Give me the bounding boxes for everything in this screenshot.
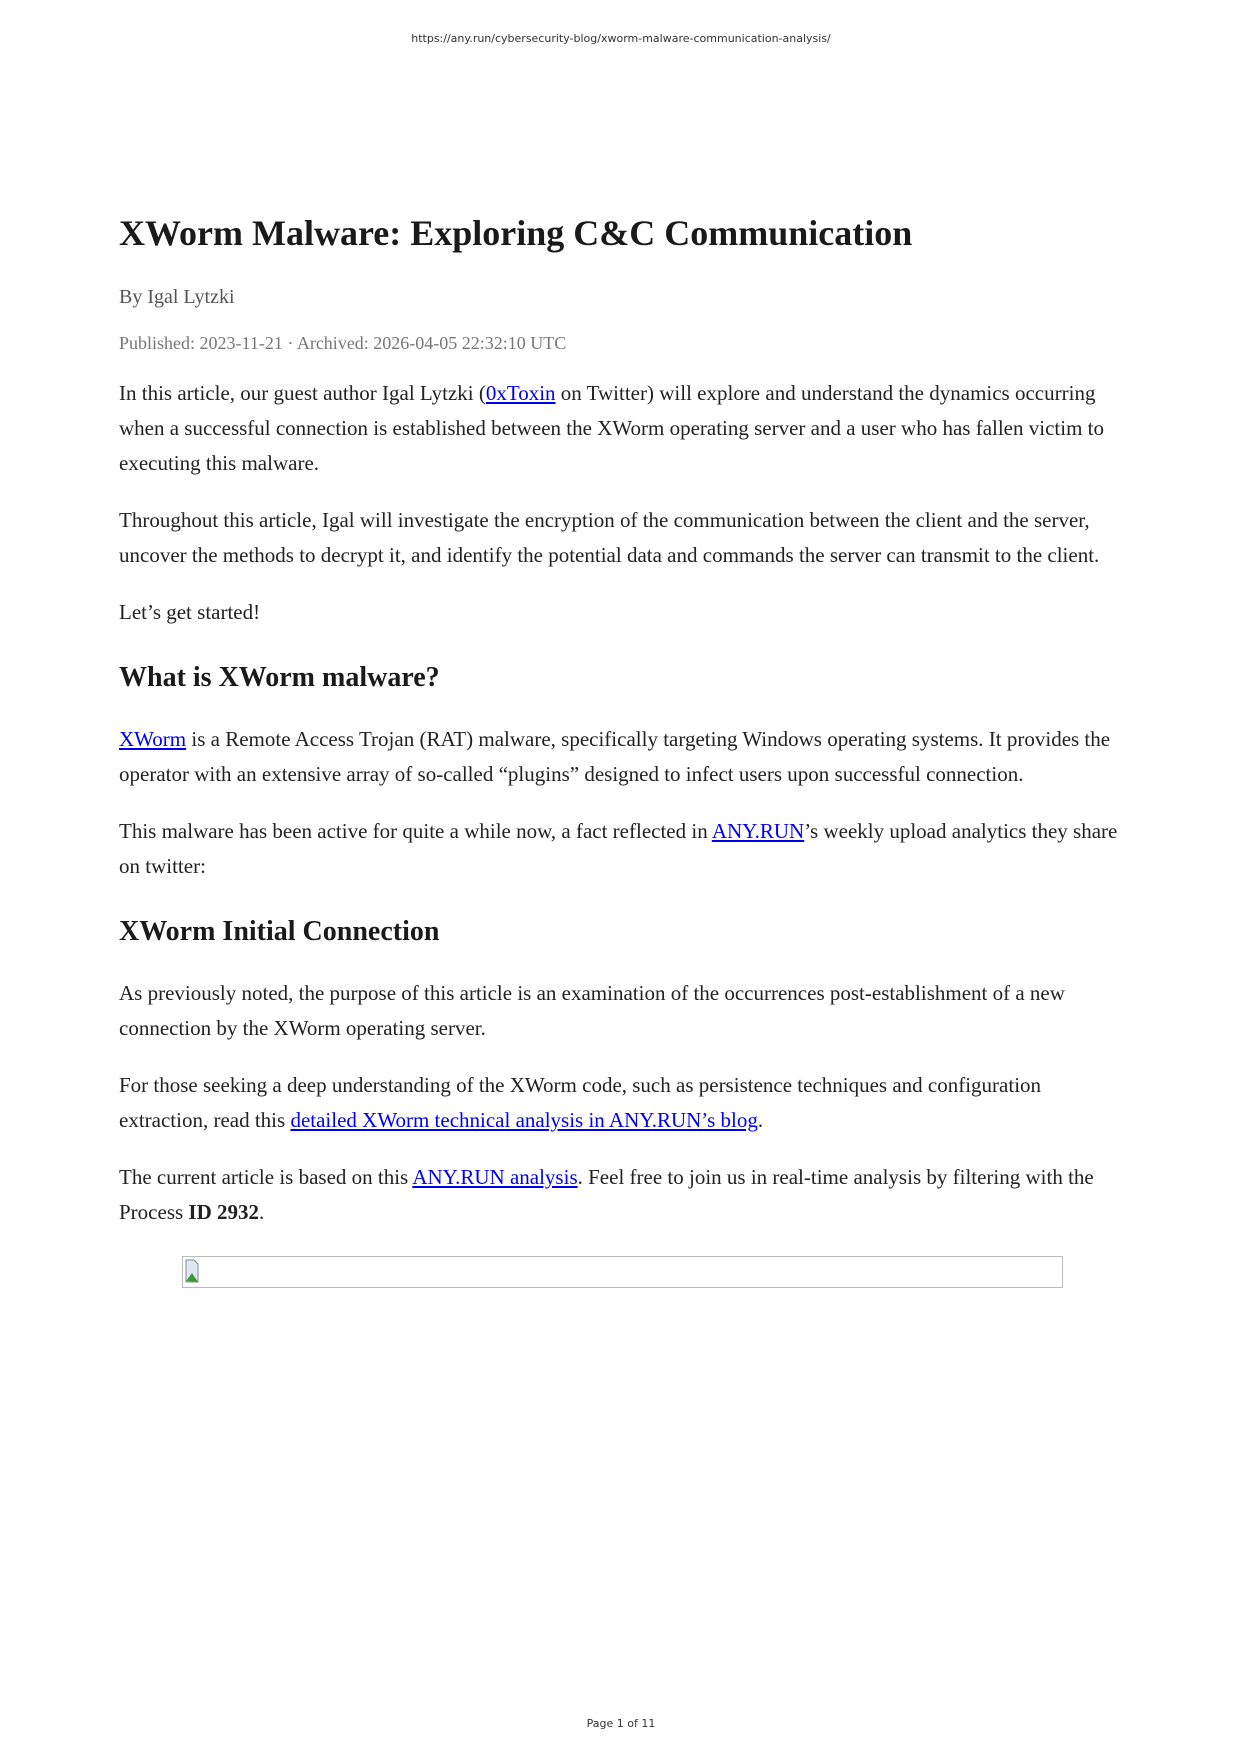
text: on Twitter) will explore and understand the dynamics occurring when a successful connection is established between the XWorm operating server and a user who has fallen victim to executing this malware. [119,381,1105,475]
paragraph [119,1068,1129,1138]
text: In this article, our guest author Igal Lytzki ( [119,381,486,405]
byline: By Igal Lytzki [119,286,235,308]
anyrun-link[interactable]: ANY.RUN [711,819,805,843]
paragraph: Throughout this article, Igal will investigate the encryption of the communication between the client and the server, uncover the methods to decrypt it, and identify the potential data and commands the server can transmit to the client. [119,508,1100,567]
paragraph: Let’s get started! [119,600,261,624]
text: ’s weekly upload analytics they share on twitter: [119,819,1118,878]
twitter-handle-link[interactable]: 0xToxin [485,381,556,405]
page-number: Page 1 of 11 [586,1717,656,1730]
text: is a Remote Access Trojan (RAT) malware, specifically targeting Windows operating systems. It provides the operator with an extensive array of so-called “plugins” designed to infect users upon successful connection. [119,727,1111,786]
anyrun-analysis-link[interactable]: ANY.RUN analysis [412,1165,578,1189]
broken-image-icon [185,1259,199,1283]
technical-analysis-link[interactable]: detailed XWorm technical analysis in ANY.RUN’s blog [290,1108,758,1132]
broken-image [182,1256,1063,1288]
paragraph [119,814,1129,884]
paragraph [119,1160,1129,1230]
section-heading: What is XWorm malware? [119,662,440,693]
paragraph: As previously noted, the purpose of this article is an examination of the occurrences post-establishment of a new connection by the XWorm operating server. [119,981,1065,1040]
article-title: XWorm Malware: Exploring C&C Communication [119,213,913,253]
publish-meta: Published: 2023-11-21 · Archived: 2026-04-05 22:32:10 UTC [119,333,567,353]
paragraph [119,722,1129,792]
process-id: ID 2932 [188,1200,260,1224]
text: . [259,1200,265,1224]
section-heading: XWorm Initial Connection [119,916,440,947]
text: This malware has been active for quite a while now, a fact reflected in [119,819,712,843]
paragraph-intro [119,376,1129,481]
text: For those seeking a deep understanding of the XWorm code, such as persistence techniques and configuration extraction, read this [119,1073,1042,1132]
page-url: https://any.run/cybersecurity-blog/xworm-malware-communication-analysis/ [411,32,831,45]
text: The current article is based on this [119,1165,413,1189]
article [119,210,1129,1288]
xworm-link[interactable]: XWorm [119,727,187,751]
text: . Feel free to join us in real-time analysis by filtering with the Process [119,1165,1094,1224]
text: . [757,1108,764,1132]
